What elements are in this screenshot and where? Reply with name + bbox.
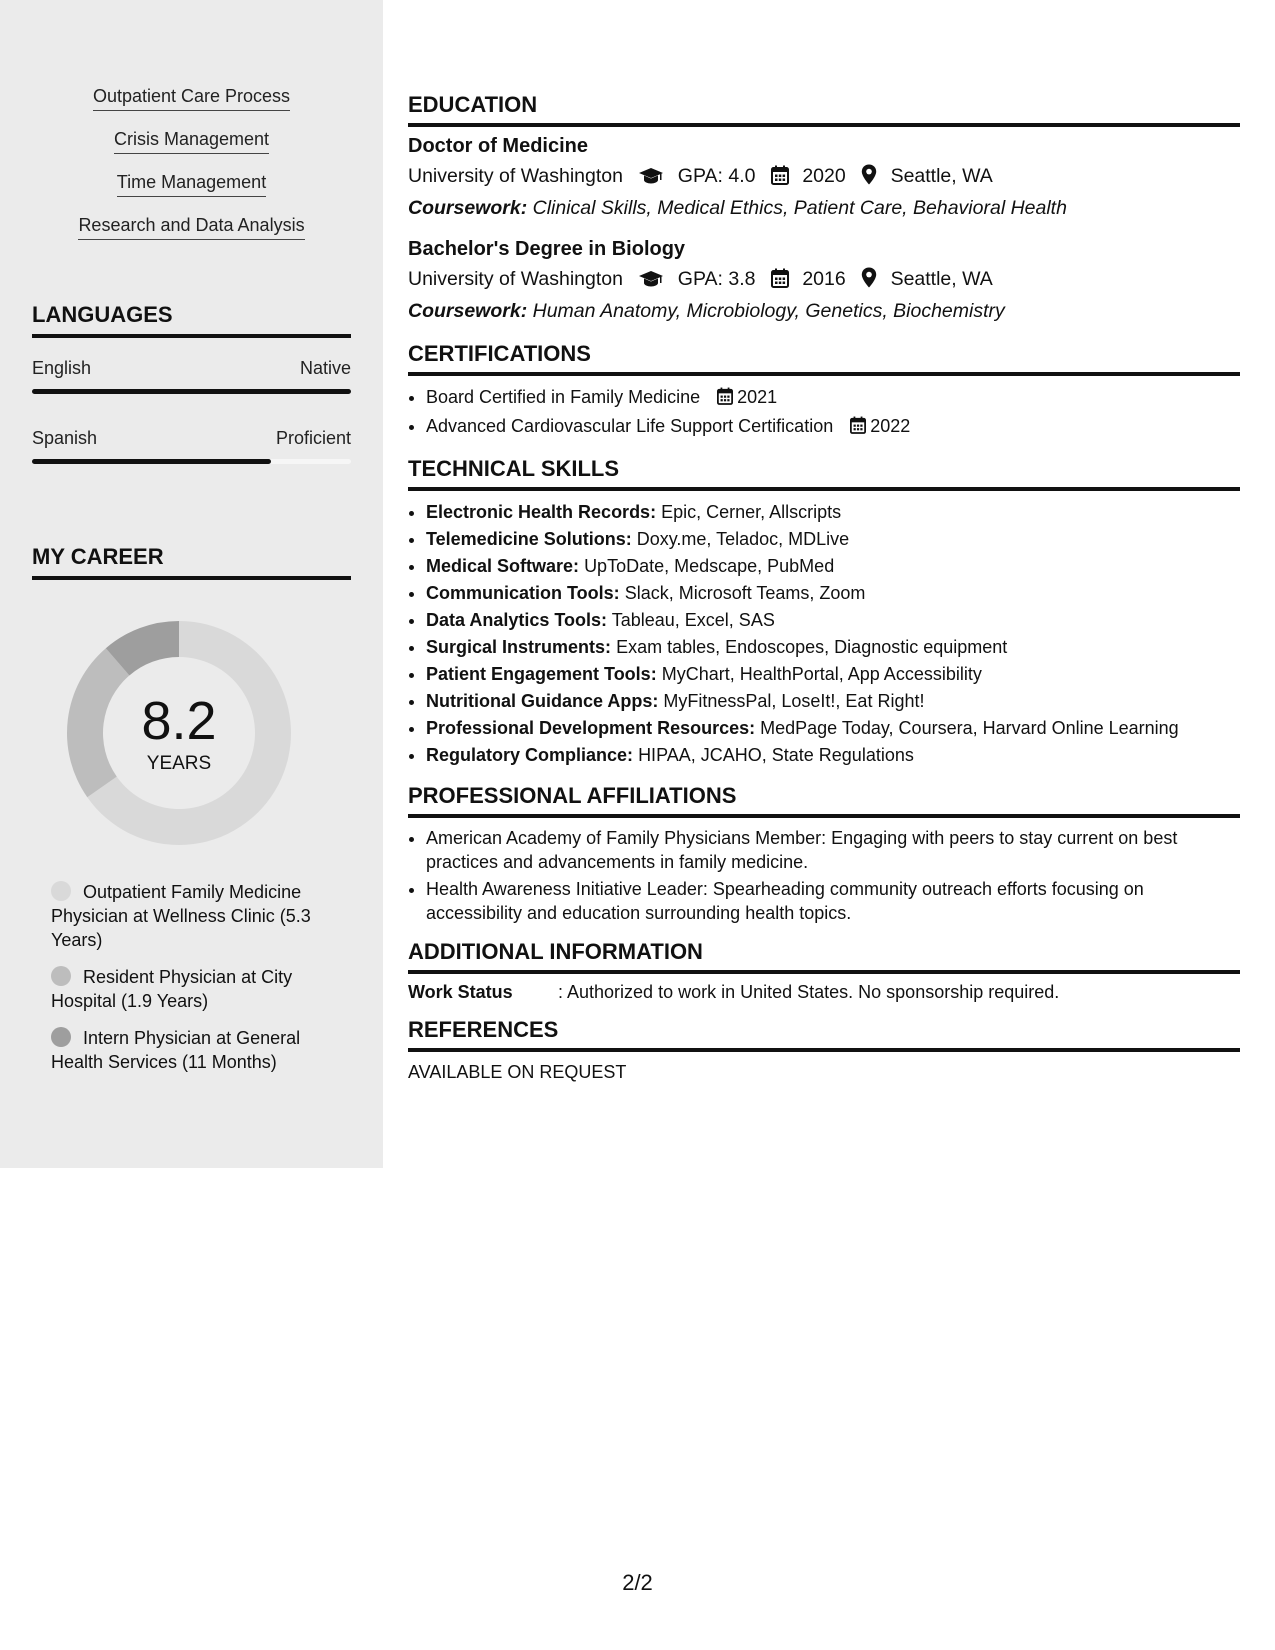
education-entry — [408, 238, 1240, 323]
references-heading: REFERENCES — [408, 1017, 1240, 1052]
technical-skills-heading: TECHNICAL SKILLS — [408, 456, 1240, 491]
skill-tag: Outpatient Care Process — [93, 86, 290, 111]
coursework-value: Human Anatomy, Microbiology, Genetics, Biochemistry — [532, 300, 1005, 322]
education-location: Seattle, WA — [890, 165, 993, 187]
career-total-unit: YEARS — [146, 753, 212, 774]
language-row — [32, 358, 351, 379]
language-row — [32, 428, 351, 449]
skill-values: UpToDate, Medscape, PubMed — [584, 556, 835, 576]
career-dot-icon — [51, 966, 71, 986]
skill-values: Slack, Microsoft Teams, Zoom — [624, 583, 866, 603]
skill-values: Tableau, Excel, SAS — [611, 610, 775, 630]
skill-tag: Research and Data Analysis — [78, 215, 304, 240]
language-bar-fill — [32, 389, 351, 394]
technical-skill-item — [426, 580, 1240, 607]
education-coursework — [408, 300, 1240, 323]
education-entry — [408, 135, 1240, 220]
certification-item — [426, 413, 1240, 442]
skill-category: Data Analytics Tools: — [426, 610, 608, 630]
work-status-value: : Authorized to work in United States. No sponsorship required. — [558, 982, 1060, 1002]
skill-category: Nutritional Guidance Apps: — [426, 691, 659, 711]
affiliation-item: • Health Awareness Initiative Leader: Spearheading community outreach efforts focusing on accessibility and education surrounding health topics. — [426, 877, 1240, 925]
career-item-label: Resident Physician at City Hospital (1.9 Years) — [51, 967, 293, 1011]
affiliation-item: • American Academy of Family Physicians Member: Engaging with peers to stay current on best practices and advancements in family medicine. — [426, 826, 1240, 874]
skill-values: MyFitnessPal, LoseIt!, Eat Right! — [663, 691, 925, 711]
coursework-label: Coursework: — [408, 300, 528, 322]
work-status-row — [408, 982, 1240, 1003]
career-item — [51, 880, 341, 952]
certification-name: Board Certified in Family Medicine — [426, 387, 701, 407]
career-donut-chart — [66, 620, 292, 846]
technical-skill-item — [426, 553, 1240, 580]
skill-category: Professional Development Resources: — [426, 718, 756, 738]
affiliations-list — [408, 826, 1240, 925]
education-year: 2020 — [802, 165, 846, 187]
work-status-label: Work Status — [408, 982, 513, 1002]
sidebar — [0, 0, 383, 1168]
career-dot-icon — [51, 881, 71, 901]
career-item-label: Outpatient Family Medicine Physician at Wellness Clinic (5.3 Years) — [51, 882, 311, 950]
career-item-label: Intern Physician at General Health Services (11 Months) — [51, 1028, 301, 1072]
education-gpa: GPA: 4.0 — [677, 165, 756, 187]
language-name: English — [32, 358, 92, 378]
affiliations-heading: PROFESSIONAL AFFILIATIONS — [408, 783, 1240, 818]
language-name: Spanish — [32, 428, 98, 448]
certification-item — [426, 384, 1240, 413]
technical-skill-item — [426, 688, 1240, 715]
skill-values: MedPage Today, Coursera, Harvard Online Learning — [760, 718, 1179, 738]
skill-category: Surgical Instruments: — [426, 637, 612, 657]
technical-skill-item — [426, 607, 1240, 634]
career-total-value: 8.2 — [141, 691, 217, 751]
languages-heading: LANGUAGES — [32, 302, 351, 338]
coursework-label: Coursework: — [408, 197, 528, 219]
skills-list — [0, 86, 383, 258]
career-item — [51, 1026, 341, 1074]
page-number: 2/2 — [622, 1570, 653, 1595]
calendar-icon — [717, 386, 733, 413]
career-item — [51, 965, 341, 1013]
education-school: University of Washington — [408, 165, 623, 187]
language-level: Native — [299, 358, 351, 378]
graduation-cap-icon — [638, 270, 664, 294]
education-gpa: GPA: 3.8 — [677, 268, 756, 290]
technical-skill-item — [426, 661, 1240, 688]
education-degree: Bachelor's Degree in Biology — [408, 238, 686, 260]
technical-skill-item — [426, 742, 1240, 769]
education-details — [408, 164, 1240, 191]
education-heading: EDUCATION — [408, 92, 1240, 127]
technical-skills-list — [408, 499, 1240, 769]
skill-values: Epic, Cerner, Allscripts — [661, 502, 842, 522]
technical-skill-item — [426, 499, 1240, 526]
references-text: AVAILABLE ON REQUEST — [408, 1062, 627, 1082]
education-details — [408, 267, 1240, 294]
calendar-icon — [771, 165, 789, 191]
map-pin-icon — [861, 164, 877, 191]
skill-category: Communication Tools: — [426, 583, 620, 603]
technical-skill-item — [426, 715, 1240, 742]
career-dot-icon — [51, 1027, 71, 1047]
skill-tag: Time Management — [117, 172, 266, 197]
certification-year: 2021 — [737, 387, 778, 407]
skill-category: Electronic Health Records: — [426, 502, 657, 522]
skill-values: Exam tables, Endoscopes, Diagnostic equipment — [616, 637, 1008, 657]
certification-name: Advanced Cardiovascular Life Support Certification — [426, 416, 834, 436]
main-content — [408, 92, 1240, 1083]
education-coursework — [408, 197, 1240, 220]
language-level: Proficient — [275, 428, 351, 448]
skill-tag: Crisis Management — [114, 129, 269, 154]
skill-values: Doxy.me, Teladoc, MDLive — [636, 529, 850, 549]
education-location: Seattle, WA — [890, 268, 993, 290]
technical-skill-item — [426, 634, 1240, 661]
map-pin-icon — [861, 267, 877, 294]
skill-category: Telemedicine Solutions: — [426, 529, 632, 549]
education-degree: Doctor of Medicine — [408, 135, 589, 157]
graduation-cap-icon — [638, 167, 664, 191]
education-school: University of Washington — [408, 268, 623, 290]
skill-category: Medical Software: — [426, 556, 580, 576]
language-bar — [32, 389, 351, 394]
skill-values: MyChart, HealthPortal, App Accessibility — [661, 664, 982, 684]
calendar-icon — [850, 415, 866, 442]
certifications-heading: CERTIFICATIONS — [408, 341, 1240, 376]
technical-skill-item — [426, 526, 1240, 553]
additional-info-heading: ADDITIONAL INFORMATION — [408, 939, 1240, 974]
certification-year: 2022 — [870, 416, 911, 436]
career-list — [51, 880, 341, 1087]
skill-category: Regulatory Compliance: — [426, 745, 634, 765]
skill-values: HIPAA, JCAHO, State Regulations — [638, 745, 914, 765]
calendar-icon — [771, 268, 789, 294]
career-heading: MY CAREER — [32, 544, 351, 580]
skill-category: Patient Engagement Tools: — [426, 664, 657, 684]
language-bar-fill — [32, 459, 271, 464]
certifications-list — [408, 384, 1240, 442]
education-year: 2016 — [802, 268, 846, 290]
coursework-value: Clinical Skills, Medical Ethics, Patient Care, Behavioral Health — [532, 197, 1067, 219]
language-bar — [32, 459, 351, 464]
